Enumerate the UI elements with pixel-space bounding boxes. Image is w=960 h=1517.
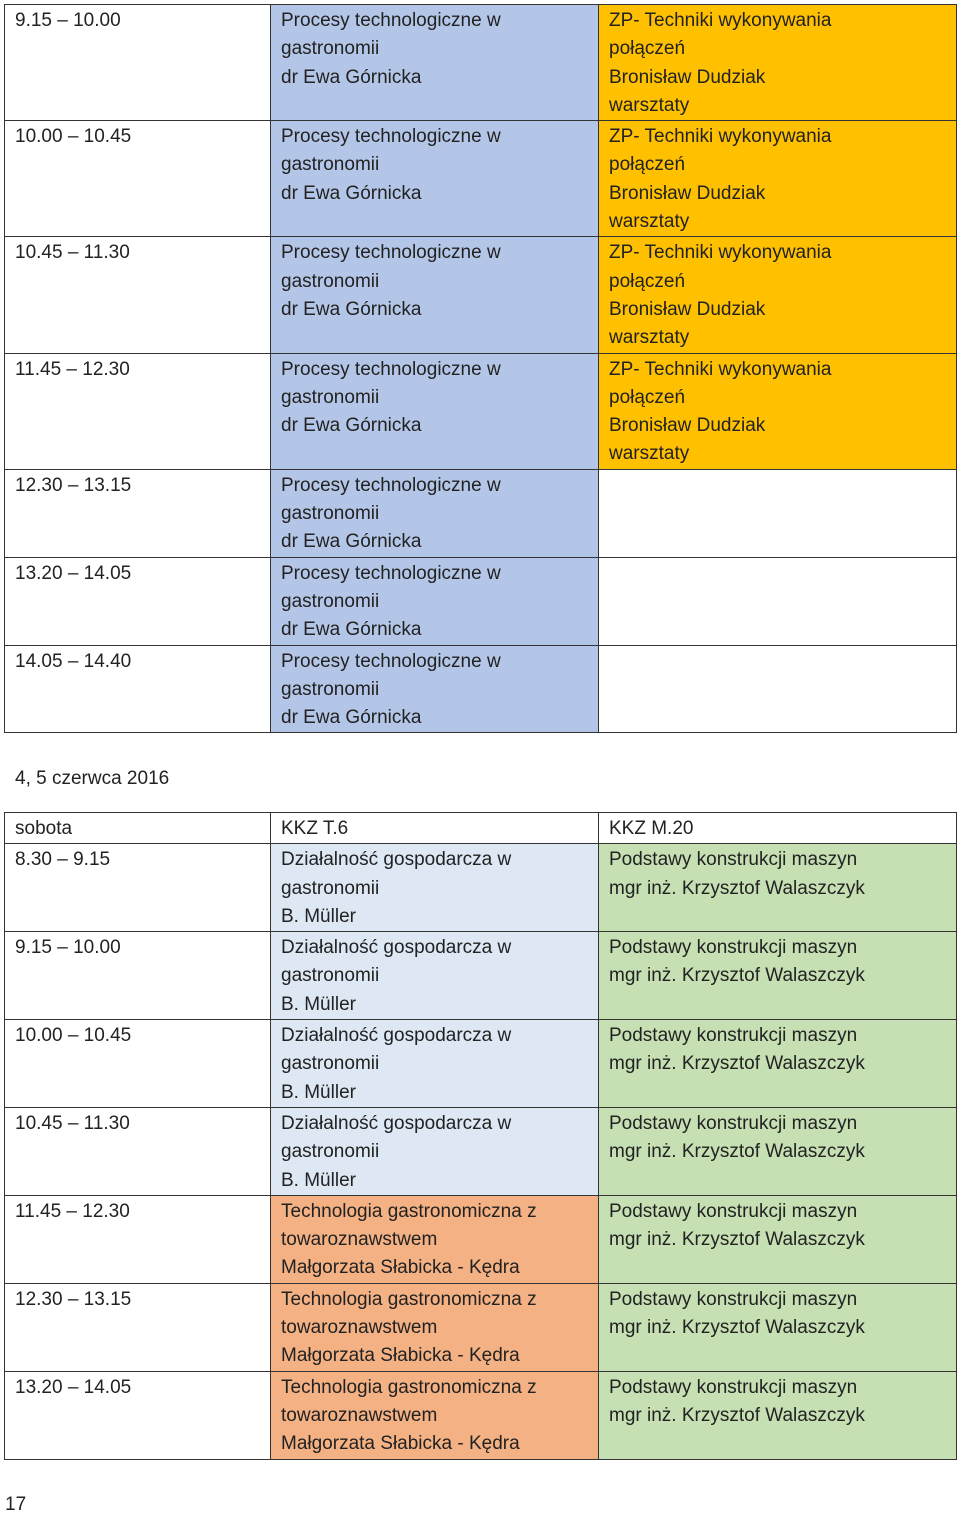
course-cell-right: [599, 1107, 957, 1195]
day-label: sobota: [15, 818, 73, 839]
course-cell: [271, 5, 599, 121]
time-cell: [5, 5, 271, 121]
course-title-cont: gastronomii: [281, 678, 380, 700]
lecturer-name: mgr inż. Krzysztof Walaszczyk: [609, 1404, 865, 1426]
course-title-cont: gastronomii: [281, 154, 380, 176]
course-title-cont: gastronomii: [281, 1141, 380, 1163]
lecturer-name: Małgorzata Słabicka - Kędra: [281, 1433, 520, 1455]
time-label: 11.45 – 12.30: [15, 1200, 130, 1222]
lecturer-name: Bronisław Dudziak: [609, 415, 766, 437]
table-row: [5, 237, 957, 353]
course-title-cont: towaroznawstwem: [281, 1404, 438, 1426]
time-label: 13.20 – 14.05: [15, 562, 132, 584]
lecturer-name: dr Ewa Górnicka: [281, 298, 422, 320]
time-label: 10.45 – 11.30: [15, 1112, 130, 1134]
course-title-cont: połączeń: [609, 270, 686, 292]
course-title: Technologia gastronomiczna z: [281, 1376, 537, 1398]
course-title-cont: gastronomii: [281, 590, 380, 612]
time-cell: [5, 237, 271, 353]
course-cell-right: [599, 5, 957, 121]
course-cell: [271, 932, 599, 1020]
lecturer-name: mgr inż. Krzysztof Walaszczyk: [609, 1053, 865, 1075]
lecturer-name: B. Müller: [281, 905, 356, 927]
lecturer-name: dr Ewa Górnicka: [281, 415, 422, 437]
course-title-cont: gastronomii: [281, 270, 380, 292]
course-title: Procesy technologiczne w: [281, 650, 501, 672]
course-title-cont: gastronomii: [281, 503, 380, 525]
time-cell: [5, 1283, 271, 1371]
course-cell: [271, 1371, 599, 1459]
course-cell-right: [599, 1371, 957, 1459]
course-title-cont: gastronomii: [281, 965, 380, 987]
course-cell: [271, 844, 599, 932]
empty-cell: [599, 645, 957, 733]
course-title: Działalność gospodarcza w: [281, 937, 512, 959]
lecturer-name: Bronisław Dudziak: [609, 66, 766, 88]
time-label: 11.45 – 12.30: [15, 358, 130, 380]
lecturer-name: dr Ewa Górnicka: [281, 182, 422, 204]
lecturer-name: mgr inż. Krzysztof Walaszczyk: [609, 1317, 865, 1339]
table-row: [5, 1371, 957, 1459]
course-title: Podstawy konstrukcji maszyn: [609, 1200, 858, 1222]
class-type: warsztaty: [609, 327, 690, 349]
lecturer-name: dr Ewa Górnicka: [281, 707, 422, 729]
day-header: [5, 813, 271, 844]
table-row: [5, 353, 957, 469]
course-cell: [271, 557, 599, 645]
course-title-cont: połączeń: [609, 386, 686, 408]
table-row: [5, 5, 957, 121]
course-title: Technologia gastronomiczna z: [281, 1288, 537, 1310]
lecturer-name: dr Ewa Górnicka: [281, 619, 422, 641]
course-cell: [271, 1020, 599, 1108]
time-label: 10.00 – 10.45: [15, 1025, 132, 1047]
date-caption: 4, 5 czerwca 2016: [15, 768, 170, 789]
time-label: 14.05 – 14.40: [15, 650, 132, 672]
table-row: [5, 645, 957, 733]
class-type: warsztaty: [609, 443, 690, 465]
room-header: [599, 813, 957, 844]
course-title-cont: gastronomii: [281, 386, 380, 408]
empty-cell: [599, 557, 957, 645]
lecturer-name: B. Müller: [281, 993, 356, 1015]
course-title-cont: połączeń: [609, 38, 686, 60]
course-cell: [271, 1283, 599, 1371]
course-title: ZP- Techniki wykonywania: [609, 242, 832, 264]
time-label: 13.20 – 14.05: [15, 1376, 132, 1398]
course-title: Procesy technologiczne w: [281, 474, 501, 496]
course-cell-right: [599, 844, 957, 932]
course-title: Działalność gospodarcza w: [281, 1112, 512, 1134]
table-row: [5, 469, 957, 557]
course-cell-right: [599, 237, 957, 353]
table-row: [5, 121, 957, 237]
course-cell: [271, 469, 599, 557]
course-cell: [271, 121, 599, 237]
course-title: Procesy technologiczne w: [281, 242, 501, 264]
lecturer-name: dr Ewa Górnicka: [281, 531, 422, 553]
course-title: Podstawy konstrukcji maszyn: [609, 1112, 858, 1134]
course-cell-right: [599, 1195, 957, 1283]
time-cell: [5, 121, 271, 237]
time-label: 12.30 – 13.15: [15, 1288, 132, 1310]
table-header-row: [5, 813, 957, 844]
time-label: 8.30 – 9.15: [15, 849, 111, 871]
time-cell: [5, 932, 271, 1020]
lecturer-name: mgr inż. Krzysztof Walaszczyk: [609, 965, 865, 987]
schedule-table-1: [4, 4, 957, 733]
course-title: Podstawy konstrukcji maszyn: [609, 1025, 858, 1047]
course-title: Procesy technologiczne w: [281, 562, 501, 584]
lecturer-name: mgr inż. Krzysztof Walaszczyk: [609, 877, 865, 899]
course-cell: [271, 237, 599, 353]
course-title: Działalność gospodarcza w: [281, 1025, 512, 1047]
course-title: Technologia gastronomiczna z: [281, 1200, 537, 1222]
time-cell: [5, 557, 271, 645]
time-cell: [5, 469, 271, 557]
room-header: [271, 813, 599, 844]
lecturer-name: dr Ewa Górnicka: [281, 66, 422, 88]
course-cell-right: [599, 353, 957, 469]
class-type: warsztaty: [609, 94, 690, 116]
time-cell: [5, 1371, 271, 1459]
page-number: 17: [5, 1494, 27, 1515]
class-type: warsztaty: [609, 211, 690, 233]
course-title: Podstawy konstrukcji maszyn: [609, 937, 858, 959]
course-title-cont: gastronomii: [281, 38, 380, 60]
lecturer-name: Małgorzata Słabicka - Kędra: [281, 1257, 520, 1279]
time-cell: [5, 1107, 271, 1195]
time-label: 10.45 – 11.30: [15, 242, 130, 264]
lecturer-name: mgr inż. Krzysztof Walaszczyk: [609, 1229, 865, 1251]
lecturer-name: Bronisław Dudziak: [609, 182, 766, 204]
time-cell: [5, 1020, 271, 1108]
table-row: [5, 1020, 957, 1108]
course-cell: [271, 645, 599, 733]
empty-cell: [599, 469, 957, 557]
course-title: ZP- Techniki wykonywania: [609, 126, 832, 148]
course-cell: [271, 1107, 599, 1195]
course-title: Podstawy konstrukcji maszyn: [609, 1288, 858, 1310]
course-title: Procesy technologiczne w: [281, 358, 501, 380]
course-title-cont: towaroznawstwem: [281, 1229, 438, 1251]
course-title: Procesy technologiczne w: [281, 126, 501, 148]
table-row: [5, 1283, 957, 1371]
time-label: 9.15 – 10.00: [15, 10, 121, 31]
course-cell-right: [599, 121, 957, 237]
room-label: KKZ T.6: [281, 818, 349, 839]
time-label: 12.30 – 13.15: [15, 474, 132, 496]
table-row: [5, 1107, 957, 1195]
table-row: [5, 844, 957, 932]
course-cell-right: [599, 1020, 957, 1108]
course-title: Podstawy konstrukcji maszyn: [609, 849, 858, 871]
table-row: [5, 557, 957, 645]
course-title-cont: gastronomii: [281, 877, 380, 899]
time-label: 10.00 – 10.45: [15, 126, 132, 148]
lecturer-name: Bronisław Dudziak: [609, 298, 766, 320]
course-cell-right: [599, 1283, 957, 1371]
course-title: Podstawy konstrukcji maszyn: [609, 1376, 858, 1398]
course-cell: [271, 1195, 599, 1283]
course-title: ZP- Techniki wykonywania: [609, 358, 832, 380]
course-title: Działalność gospodarcza w: [281, 849, 512, 871]
lecturer-name: Małgorzata Słabicka - Kędra: [281, 1345, 520, 1367]
lecturer-name: B. Müller: [281, 1169, 356, 1191]
table-row: [5, 932, 957, 1020]
time-label: 9.15 – 10.00: [15, 937, 121, 959]
room-label: KKZ M.20: [609, 818, 694, 839]
course-cell-right: [599, 932, 957, 1020]
course-title-cont: gastronomii: [281, 1053, 380, 1075]
course-title: ZP- Techniki wykonywania: [609, 10, 832, 31]
course-title: Procesy technologiczne w: [281, 10, 501, 31]
course-title-cont: towaroznawstwem: [281, 1317, 438, 1339]
lecturer-name: B. Müller: [281, 1081, 356, 1103]
time-cell: [5, 645, 271, 733]
course-cell: [271, 353, 599, 469]
course-title-cont: połączeń: [609, 154, 686, 176]
schedule-table-2: [4, 812, 957, 1460]
lecturer-name: mgr inż. Krzysztof Walaszczyk: [609, 1141, 865, 1163]
time-cell: [5, 844, 271, 932]
table-row: [5, 1195, 957, 1283]
time-cell: [5, 353, 271, 469]
time-cell: [5, 1195, 271, 1283]
